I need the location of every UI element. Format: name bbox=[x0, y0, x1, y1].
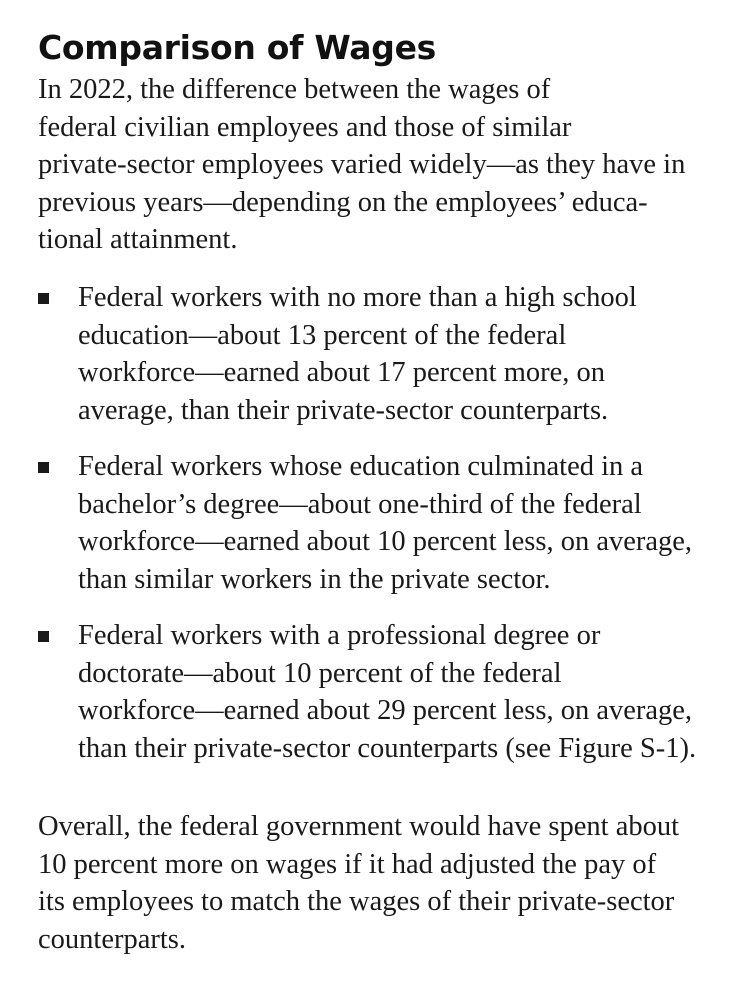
intro-line: federal civilian employees and those of similar bbox=[38, 111, 572, 143]
summary-line: counterparts. bbox=[38, 923, 186, 955]
square-bullet-icon bbox=[38, 293, 49, 304]
bullet-line: workforce—earned about 10 percent less, on average, bbox=[78, 526, 693, 558]
bullet-text bbox=[78, 617, 746, 767]
bullet-line: than their private-sector counterparts (see Figure S-1). bbox=[78, 732, 697, 764]
intro-line: private-sector employees varied widely—as they have in bbox=[38, 149, 686, 181]
bullet-line: average, than their private-sector counterparts. bbox=[78, 394, 609, 426]
bullet-line: Federal workers with a professional degree or bbox=[78, 620, 601, 651]
square-bullet-icon bbox=[38, 462, 49, 473]
section-heading: Comparison of Wages bbox=[38, 28, 437, 67]
summary-line: Overall, the federal government would have spent about bbox=[38, 811, 680, 842]
bullet-text bbox=[78, 448, 746, 598]
bullet-line: workforce—earned about 29 percent less, on average, bbox=[78, 695, 693, 727]
intro-line: In 2022, the difference between the wages of bbox=[38, 74, 551, 105]
bullet-line: Federal workers with no more than a high school bbox=[78, 282, 637, 313]
intro-paragraph bbox=[38, 71, 738, 259]
bullet-line: doctorate—about 10 percent of the federal bbox=[78, 657, 562, 689]
bullet-line: Federal workers whose education culminated in a bbox=[78, 451, 644, 482]
bullet-line: than similar workers in the private sector. bbox=[78, 563, 551, 595]
square-bullet-icon bbox=[38, 631, 49, 642]
bullet-text bbox=[78, 279, 746, 429]
summary-paragraph bbox=[38, 808, 738, 958]
intro-line: previous years—depending on the employees’ educa- bbox=[38, 186, 648, 218]
bullet-line: bachelor’s degree—about one-third of the federal bbox=[78, 488, 642, 520]
bullet-line: workforce—earned about 17 percent more, on bbox=[78, 357, 606, 389]
intro-line: tional attainment. bbox=[38, 224, 238, 256]
summary-line: its employees to match the wages of their private-sector bbox=[38, 886, 675, 918]
bullet-line: education—about 13 percent of the federal bbox=[78, 319, 567, 351]
summary-line: 10 percent more on wages if it had adjusted the pay of bbox=[38, 848, 657, 880]
